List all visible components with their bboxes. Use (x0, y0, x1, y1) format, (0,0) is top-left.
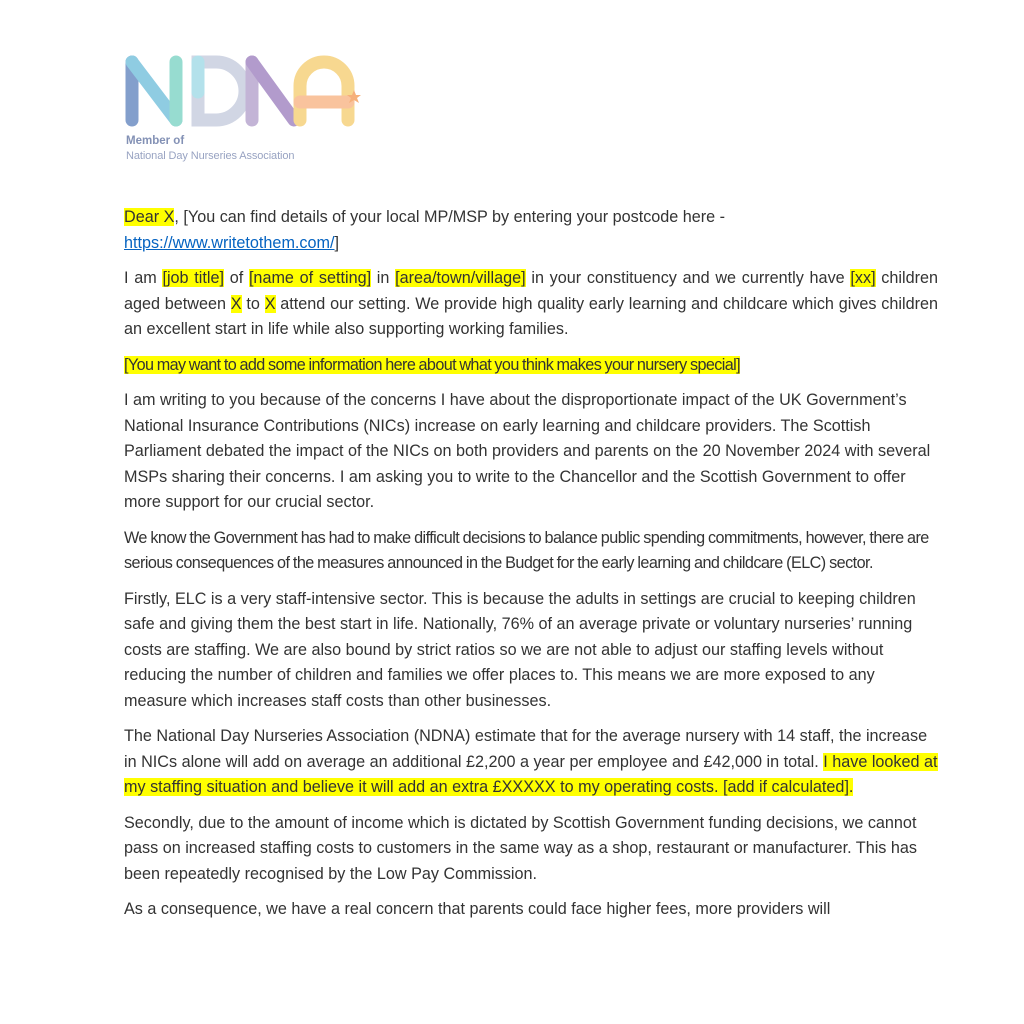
greeting-paragraph (124, 205, 938, 256)
ndna-estimate-text: The National Day Nurseries Association (NDNA) estimate that for the average nursery with 14 staff, the increase in NICs alone will add on average an additional £2,200 a year per employee and £42,000 in total. (124, 727, 928, 771)
children-count-placeholder: [xx] (850, 269, 876, 287)
greeting-close: ] (334, 233, 340, 252)
intro-text: attend our setting. We provide high quality early learning and childcare which gives children an excellent start in life while also supporting working families. (124, 294, 938, 338)
intro-text: in (371, 269, 396, 287)
intro-text: I am (124, 269, 163, 287)
intro-text: in your constituency and we currently have (525, 269, 851, 287)
special-note-placeholder: [You may want to add some information here about what you think makes your nursery special] (124, 355, 741, 374)
consequence-paragraph: As a consequence, we have a real concern that parents could face higher fees, more providers will (124, 900, 831, 918)
writetothem-link[interactable]: https://www.writetothem.com/ (124, 233, 335, 252)
intro-text: children aged between (124, 269, 938, 313)
intro-text: to (241, 294, 265, 313)
ndna-logo (124, 52, 364, 164)
secondly-paragraph: Secondly, due to the amount of income which is dictated by Scottish Government funding decisions, we cannot pass on increased staffing costs to customers in the same way as a shop, restaurant or manufacturer. This has been repeatedly recognised by the Low Pay Commission. (124, 813, 917, 883)
age-from-placeholder: X (230, 294, 242, 313)
greeting-comma: , (174, 208, 179, 226)
concerns-paragraph: I am writing to you because of the concerns I have about the disproportionate impact of the UK Government’s National Insurance Contributions (NICs) increase on early learning and childcare providers. The Scottish Parliament debated the impact of the NICs on both providers and parents on the 20 November 2024 with several MSPs sharing their concerns. I am asking you to write to the Chancellor and the Scottish Government to offer more support for our crucial sector. (124, 391, 931, 511)
budget-paragraph: We know the Government has had to make difficult decisions to balance public spending commitments, however, there are serious consequences of the measures announced in the Budget for the early learning and childcare (ELC) sector. (124, 528, 929, 572)
logo-org-name: National Day Nurseries Association (126, 150, 295, 162)
ndna-logo-icon (124, 52, 364, 132)
ndna-estimate-paragraph (124, 724, 938, 801)
salutation: Dear X (124, 208, 175, 226)
firstly-paragraph: Firstly, ELC is a very staff-intensive sector. This is because the adults in settings are crucial to keeping children safe and giving them the best start in life. Nationally, 76% of an average private or voluntary nurseries’ running costs are staffing. We are also bound by strict ratios so we are not able to adjust our staffing levels without reducing the number of children and families we offer places to. This means we are more exposed to any measure which increases staff costs than other businesses. (124, 589, 916, 710)
special-note-paragraph (124, 353, 938, 379)
staffing-cost-placeholder: I have looked at my staffing situation and believe it will add an extra £XXXXX to my operating costs. [add if calculated]. (124, 752, 938, 796)
area-placeholder: [area/town/village] (395, 269, 526, 287)
intro-paragraph (124, 266, 938, 343)
job-title-placeholder: [job title] (162, 269, 224, 287)
logo-member-label: Member of (126, 135, 185, 147)
letter-body (124, 205, 938, 933)
age-to-placeholder: X (264, 294, 276, 313)
setting-name-placeholder: [name of setting] (248, 269, 372, 287)
intro-text: of (223, 269, 249, 287)
greeting-instruction: [You can find details of your local MP/MSP by entering your postcode here - (178, 208, 726, 226)
